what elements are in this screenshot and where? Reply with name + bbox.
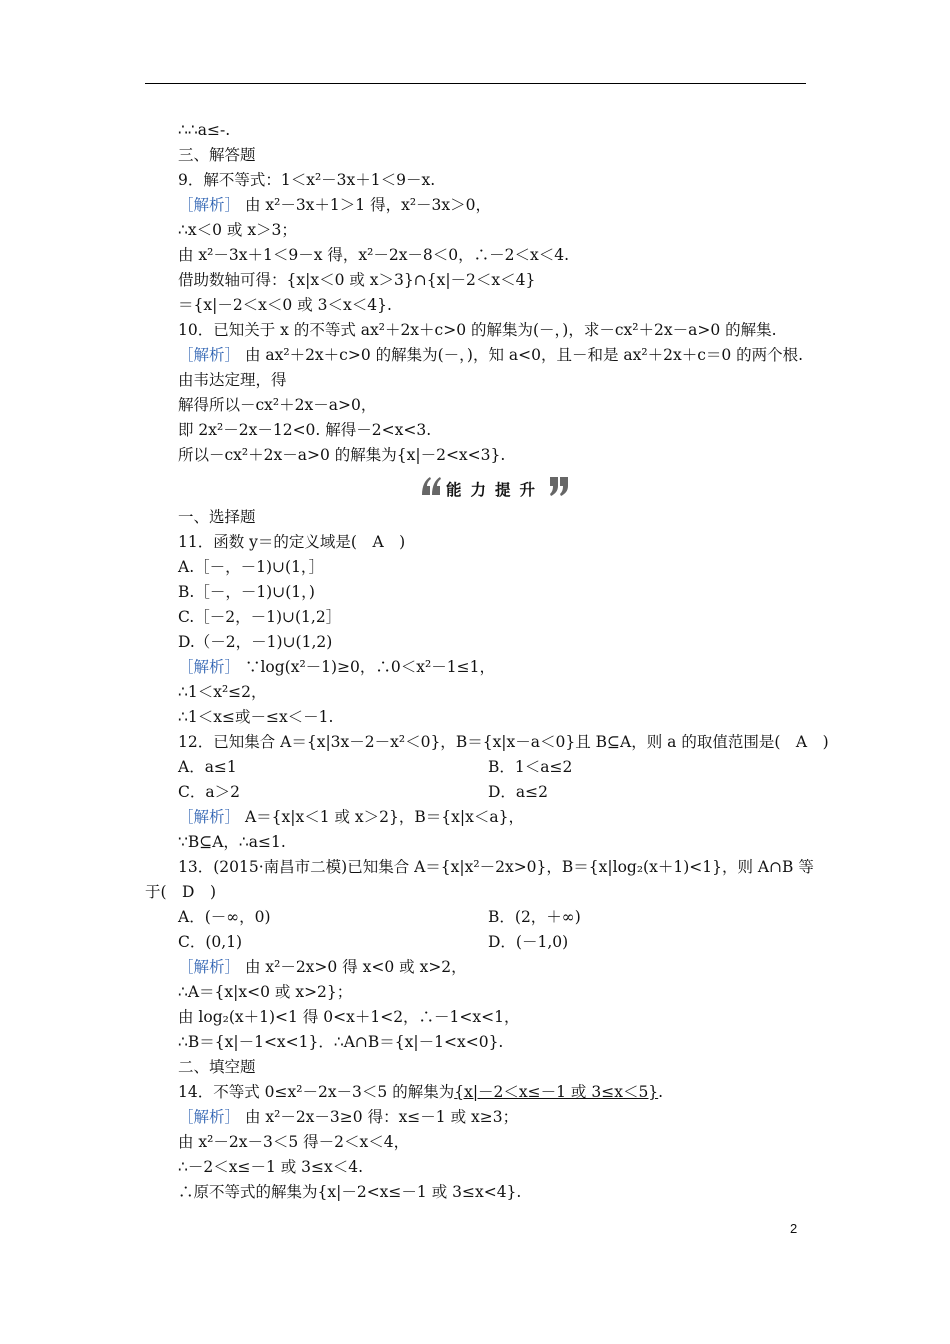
solution-text: 由 x²－2x>0 得 x<0 或 x>2， — [240, 958, 467, 976]
solution-line — [178, 655, 495, 680]
text-line: ∵B⊆A，∴a≤1. — [178, 833, 286, 851]
question-10: 10．已知关于 x 的不等式 ax²＋2x＋c>0 的解集为(－，)，求－cx²＋2x－a>0 的解集. — [178, 321, 777, 339]
solution-text: A＝{x|x＜1 或 x＞2}，B＝{x|x＜a}， — [240, 808, 524, 826]
text-line: ∴x＜0 或 x＞3； — [178, 221, 297, 239]
text-line: 即 2x²－2x－12<0. 解得－2<x<3. — [178, 421, 432, 439]
option-d: D．a≤2 — [488, 783, 549, 801]
question-14-answer: {x|－2＜x≤－1 或 3≤x＜5} — [454, 1083, 659, 1101]
text-line: 由韦达定理，得 — [178, 371, 287, 389]
text-line: ＝{x|－2＜x＜0 或 3＜x＜4}. — [178, 296, 392, 314]
text-line: 解得所以－cx²＋2x－a>0， — [178, 396, 377, 414]
option-d: D．(－1,0) — [488, 933, 569, 951]
text-line: 由 x²－2x－3＜5 得－2＜x＜4， — [178, 1133, 410, 1151]
section-heading: 一、选择题 — [178, 508, 256, 526]
option-b: B．(2，＋∞) — [488, 908, 581, 926]
solution-line — [178, 1105, 518, 1130]
solution-tag: ［解析］ — [178, 958, 241, 976]
solution-text: 由 ax²＋2x＋c>0 的解集为(－，)，知 a<0，且－和是 ax²＋2x＋c＝0 的两个根. — [240, 346, 804, 364]
question-13: 13．(2015·南昌市二模)已知集合 A＝{x|x²－2x>0}，B＝{x|log₂(x＋1)<1}，则 A∩B 等 — [178, 858, 814, 876]
option-c: C．(0,1) — [178, 933, 243, 951]
text-line: 所以－cx²＋2x－a>0 的解集为{x|－2<x<3}. — [178, 446, 506, 464]
option-a: A.［－，－1)∪(1，］ — [178, 558, 325, 576]
text-line: ∴1＜x≤或－≤x＜－1. — [178, 708, 334, 726]
question-11: 11．函数 y＝的定义域是( A ) — [178, 533, 406, 551]
open-quote-icon — [420, 475, 442, 497]
text-line: ∴1＜x²≤2， — [178, 683, 267, 701]
question-14-prefix: 14．不等式 0≤x²－2x－3＜5 的解集为 — [178, 1083, 455, 1101]
text-line: ∴原不等式的解集为{x|－2<x≤－1 或 3≤x<4}. — [178, 1183, 522, 1201]
solution-line — [178, 343, 803, 368]
option-d: D.（－2，－1)∪(1,2) — [178, 633, 333, 651]
question-14 — [178, 1080, 663, 1105]
text-line: ∴－2＜x≤－1 或 3≤x＜4. — [178, 1158, 364, 1176]
text-line: 由 x²－3x＋1＜9－x 得，x²－2x－8＜0，∴－2＜x＜4. — [178, 246, 570, 264]
text-line: ∴∴a≤-. — [178, 121, 231, 139]
solution-line — [178, 955, 467, 980]
solution-tag: ［解析］ — [178, 808, 241, 826]
close-quote-icon — [548, 475, 570, 497]
solution-line — [178, 805, 524, 830]
solution-text: ∵log(x²－1)≥0，∴0＜x²－1≤1， — [240, 658, 495, 676]
question-14-suffix: . — [658, 1083, 664, 1101]
text-line: 借助数轴可得：{x|x＜0 或 x＞3}∩{x|－2＜x＜4} — [178, 271, 536, 289]
solution-text: 由 x²－3x＋1＞1 得，x²－3x＞0， — [240, 196, 491, 214]
question-12: 12．已知集合 A＝{x|3x－2－x²＜0}，B＝{x|x－a＜0}且 B⊆A，则 a 的取值范围是( A ) — [178, 733, 829, 751]
question-13-cont: 于( D ) — [145, 883, 217, 901]
option-b: B．1＜a≤2 — [488, 758, 573, 776]
option-a: A．a≤1 — [178, 758, 237, 776]
option-c: C.［－2，－1)∪(1,2］ — [178, 608, 342, 626]
section-heading: 二、填空题 — [178, 1058, 256, 1076]
text-line: 由 log₂(x＋1)<1 得 0<x＋1<2，∴－1<x<1， — [178, 1008, 520, 1026]
section-banner — [420, 475, 570, 505]
banner-title: 能力提升 — [446, 480, 545, 499]
solution-line — [178, 193, 491, 218]
option-b: B.［－，－1)∪(1，) — [178, 583, 315, 601]
option-a: A．(－∞，0) — [178, 908, 271, 926]
solution-text: 由 x²－2x－3≥0 得：x≤－1 或 x≥3； — [240, 1108, 519, 1126]
question-9: 9．解不等式：1＜x²－3x＋1＜9－x. — [178, 171, 436, 189]
solution-tag: ［解析］ — [178, 658, 241, 676]
section-heading: 三、解答题 — [178, 146, 256, 164]
solution-tag: ［解析］ — [178, 346, 241, 364]
solution-tag: ［解析］ — [178, 196, 241, 214]
solution-tag: ［解析］ — [178, 1108, 241, 1126]
page-number: 2 — [790, 1221, 798, 1236]
text-line: ∴B＝{x|－1<x<1}．∴A∩B＝{x|－1<x<0}. — [178, 1033, 504, 1051]
text-line: ∴A＝{x|x<0 或 x>2}； — [178, 983, 353, 1001]
header-rule — [145, 83, 806, 84]
option-c: C．a＞2 — [178, 783, 240, 801]
